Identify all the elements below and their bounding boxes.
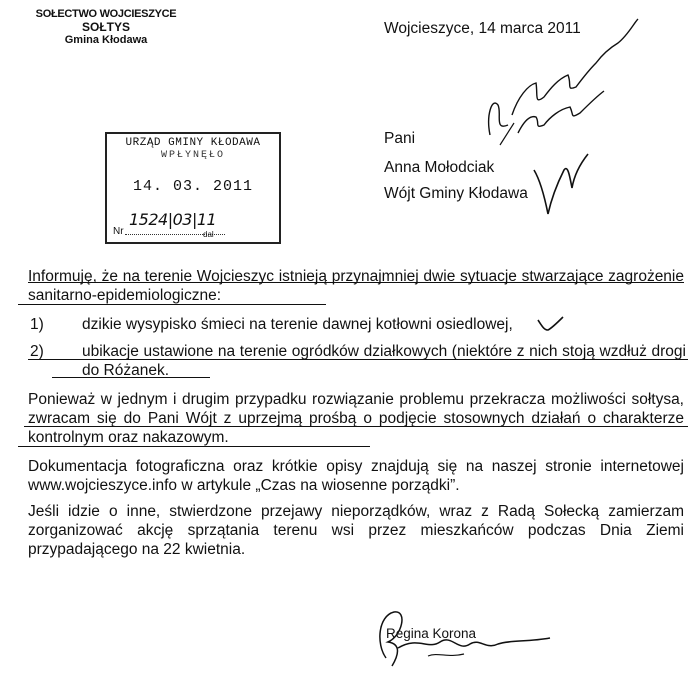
addressee-name: Anna Mołodciak: [384, 159, 495, 176]
underline-item-2-a: [28, 359, 688, 360]
underline-intro-1: [28, 282, 684, 283]
sender-line3: Gmina Kłodawa: [64, 34, 148, 46]
list-item-number: 2): [30, 343, 44, 360]
underline-item-2-b: [52, 377, 210, 378]
addressee-line1: Pani: [384, 130, 416, 147]
received-stamp: [105, 132, 281, 244]
stamp-office: URZĄD GMINY KŁODAWA: [125, 137, 261, 149]
list-item-text: dzikie wysypisko śmieci na terenie dawnej kotłowni osiedlowej,: [82, 316, 513, 333]
handwritten-mark: [528, 140, 608, 230]
handwritten-annotation: [478, 5, 678, 155]
stamp-nr-label: Nr: [113, 226, 124, 237]
list-item-2: [30, 342, 686, 382]
underline-request-2: [18, 446, 370, 447]
sender-line1: SOŁECTWO WOJCIESZYCE: [35, 8, 177, 20]
stamp-number: 1524|03|11: [129, 210, 217, 229]
list-item-number: 1): [30, 316, 44, 333]
handwritten-signature: [368, 596, 558, 676]
stamp-date: 14. 03. 2011: [132, 178, 254, 195]
list-item-text: ubikacje ustawione na terenie ogródków działkowych (niektóre z nich stoją wzdłuż drogi do Różanek.: [82, 343, 686, 379]
sender-header: [6, 8, 206, 47]
stamp-received: WPŁYNĘŁO: [160, 150, 225, 161]
signature-name: Regina Korona: [386, 626, 477, 641]
stamp-dal-label: dal: [203, 230, 214, 239]
request-paragraph: Ponieważ w jednym i drugim przypadku rozwiązanie problemu przekracza możliwości sołtysa, zwracam się do Pani Wójt z uprzejmą prośbą o podjęcie stosownych działań o charakterze kontrolnym oraz nakazowym.: [28, 391, 684, 446]
sender-line2: SOŁTYS: [81, 20, 130, 34]
list-item-1: [30, 315, 686, 335]
closing-paragraph: Jeśli idzie o inne, stwierdzone przejawy nieporządków, wraz z Radą Sołecką zamierzam zorganizować akcję sprzątania terenu wsi przez mieszkańców podczas Dnia Ziemi przypadającego na 22 kwietnia.: [28, 503, 684, 558]
intro-paragraph: Informuję, że na terenie Wojcieszyc istnieją przynajmniej dwie sytuacje stwarzające zagrożenie sanitarno-epidemiologiczne:: [28, 268, 684, 304]
underline-request-1: [24, 426, 688, 427]
documentation-paragraph: Dokumentacja fotograficzna oraz krótkie opisy znajdują się na naszej stronie internetowej www.wojcieszyce.info w artykule „Czas na wiosenne porządki”.: [28, 458, 684, 494]
addressee-title: Wójt Gminy Kłodawa: [384, 185, 528, 202]
date-line: Wojcieszyce, 14 marca 2011: [384, 20, 581, 37]
check-mark: [536, 314, 566, 334]
underline-intro-2: [18, 304, 326, 305]
